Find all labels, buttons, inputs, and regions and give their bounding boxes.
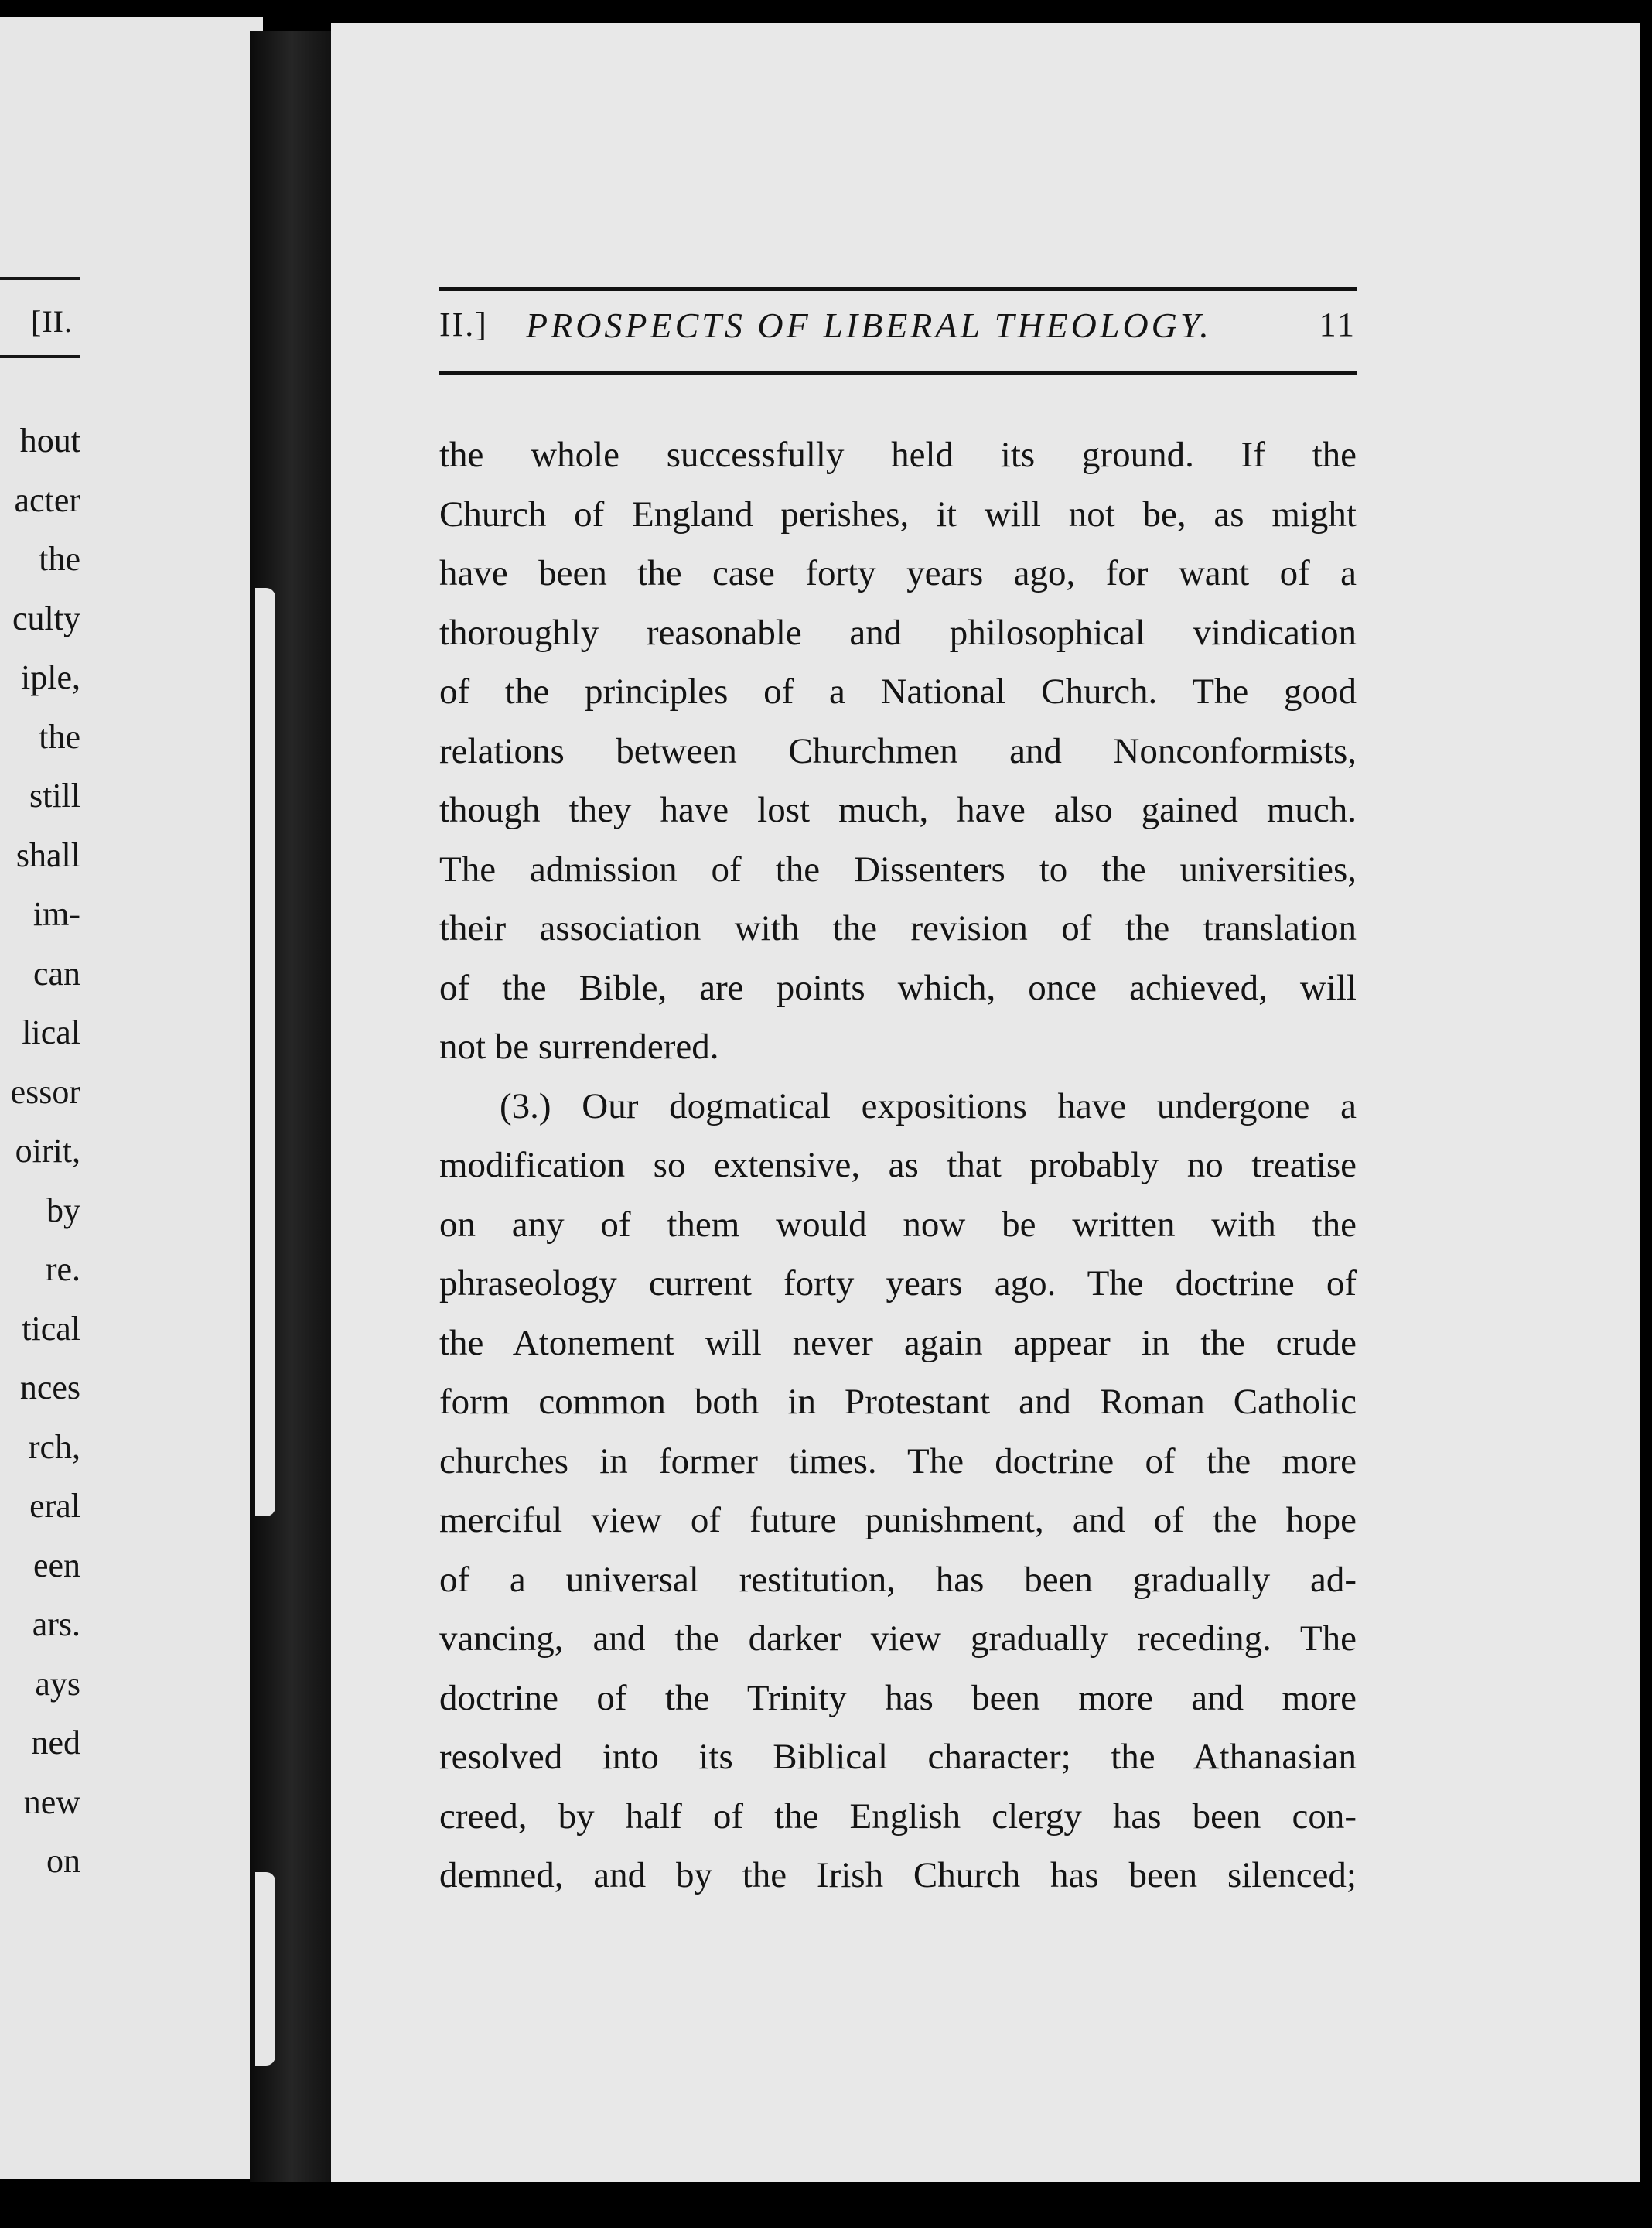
header-rule-bottom <box>439 371 1357 375</box>
text-line: the whole successfully held its ground. If the <box>439 435 1357 475</box>
left-line: the <box>39 540 80 578</box>
spine-notch <box>255 1872 275 2066</box>
left-line: new <box>23 1782 80 1821</box>
left-facing-page <box>0 17 263 2179</box>
text-line: resolved into its Biblical character; the Athanasian <box>439 1737 1357 1777</box>
text-line: of a universal restitution, has been gradually ad- <box>439 1559 1357 1600</box>
text-line: (3.) Our dogmatical expositions have undergone a <box>500 1085 1357 1126</box>
left-header-rule-top <box>0 277 80 280</box>
left-line: ned <box>31 1724 80 1762</box>
left-line: nces <box>19 1369 80 1406</box>
text-line: of the Bible, are points which, once achieved, will <box>439 967 1357 1008</box>
left-line: can <box>32 954 80 993</box>
text-line: the Atonement will never again appear in the crude <box>439 1322 1357 1363</box>
left-header-rule-bottom <box>0 355 80 358</box>
left-line: still <box>29 777 80 815</box>
text-line: their association with the revision of the translation <box>439 908 1357 948</box>
text-line: form common both in Protestant and Roman Catholic <box>439 1382 1357 1422</box>
text-line: of the principles of a National Church. The good <box>439 671 1357 712</box>
page-number: 11 <box>1319 306 1357 343</box>
text-line: on any of them would now be written with the <box>439 1204 1357 1245</box>
text-line: Church of England perishes, it will not be, as might <box>439 494 1357 535</box>
left-running-head: [II. <box>31 304 73 339</box>
left-line: culty <box>12 599 80 637</box>
left-line: on <box>46 1842 80 1880</box>
text-line: have been the case forty years ago, for want of a <box>439 553 1357 593</box>
text-line: phraseology current forty years ago. The doctrine of <box>439 1263 1357 1304</box>
text-line: though they have lost much, have also gained much. <box>439 790 1357 830</box>
left-line: by <box>46 1191 80 1229</box>
left-line: eral <box>29 1487 80 1525</box>
running-head <box>439 305 1357 359</box>
main-page <box>331 23 1640 2182</box>
text-line: thoroughly reasonable and philosophical vindication <box>439 612 1357 653</box>
text-line: creed, by half of the English clergy has been con- <box>439 1796 1357 1837</box>
left-line: essor <box>10 1072 80 1111</box>
left-line: shall <box>15 836 80 874</box>
header-rule-top <box>439 287 1357 291</box>
left-line: acter <box>14 480 80 519</box>
running-head-title: PROSPECTS OF LIBERAL THEOLOGY. <box>526 306 1212 345</box>
spine-notch <box>255 588 275 1516</box>
text-line: demned, and by the Irish Church has been silenced; <box>439 1855 1357 1895</box>
running-head-section: II.] <box>439 306 488 343</box>
paragraph <box>439 425 1357 1077</box>
text-line: not be surrendered. <box>439 1027 719 1067</box>
left-line: re. <box>45 1250 80 1288</box>
left-page-text <box>0 412 80 1891</box>
left-line: the <box>39 717 80 756</box>
text-line: relations between Churchmen and Nonconformists, <box>439 730 1357 771</box>
body-text <box>439 425 1357 1905</box>
left-line: ars. <box>32 1605 80 1643</box>
left-line: im- <box>32 895 80 933</box>
text-line: merciful view of future punishment, and of the hope <box>439 1500 1357 1540</box>
text-line: doctrine of the Trinity has been more and more <box>439 1677 1357 1718</box>
left-line: hout <box>19 422 80 460</box>
left-line: tical <box>22 1309 80 1348</box>
left-line: oirit, <box>15 1132 80 1170</box>
left-line: iple, <box>21 658 80 696</box>
left-line: rch, <box>28 1427 80 1466</box>
left-line: een <box>32 1546 80 1584</box>
text-line: churches in former times. The doctrine of the more <box>439 1440 1357 1481</box>
text-line: modification so extensive, as that probably no treatise <box>439 1145 1357 1185</box>
text-line: vancing, and the darker view gradually receding. The <box>439 1618 1357 1659</box>
left-line: lical <box>22 1013 80 1051</box>
text-line: The admission of the Dissenters to the universities, <box>439 849 1357 890</box>
left-line: ays <box>35 1664 80 1703</box>
paragraph <box>439 1077 1357 1905</box>
